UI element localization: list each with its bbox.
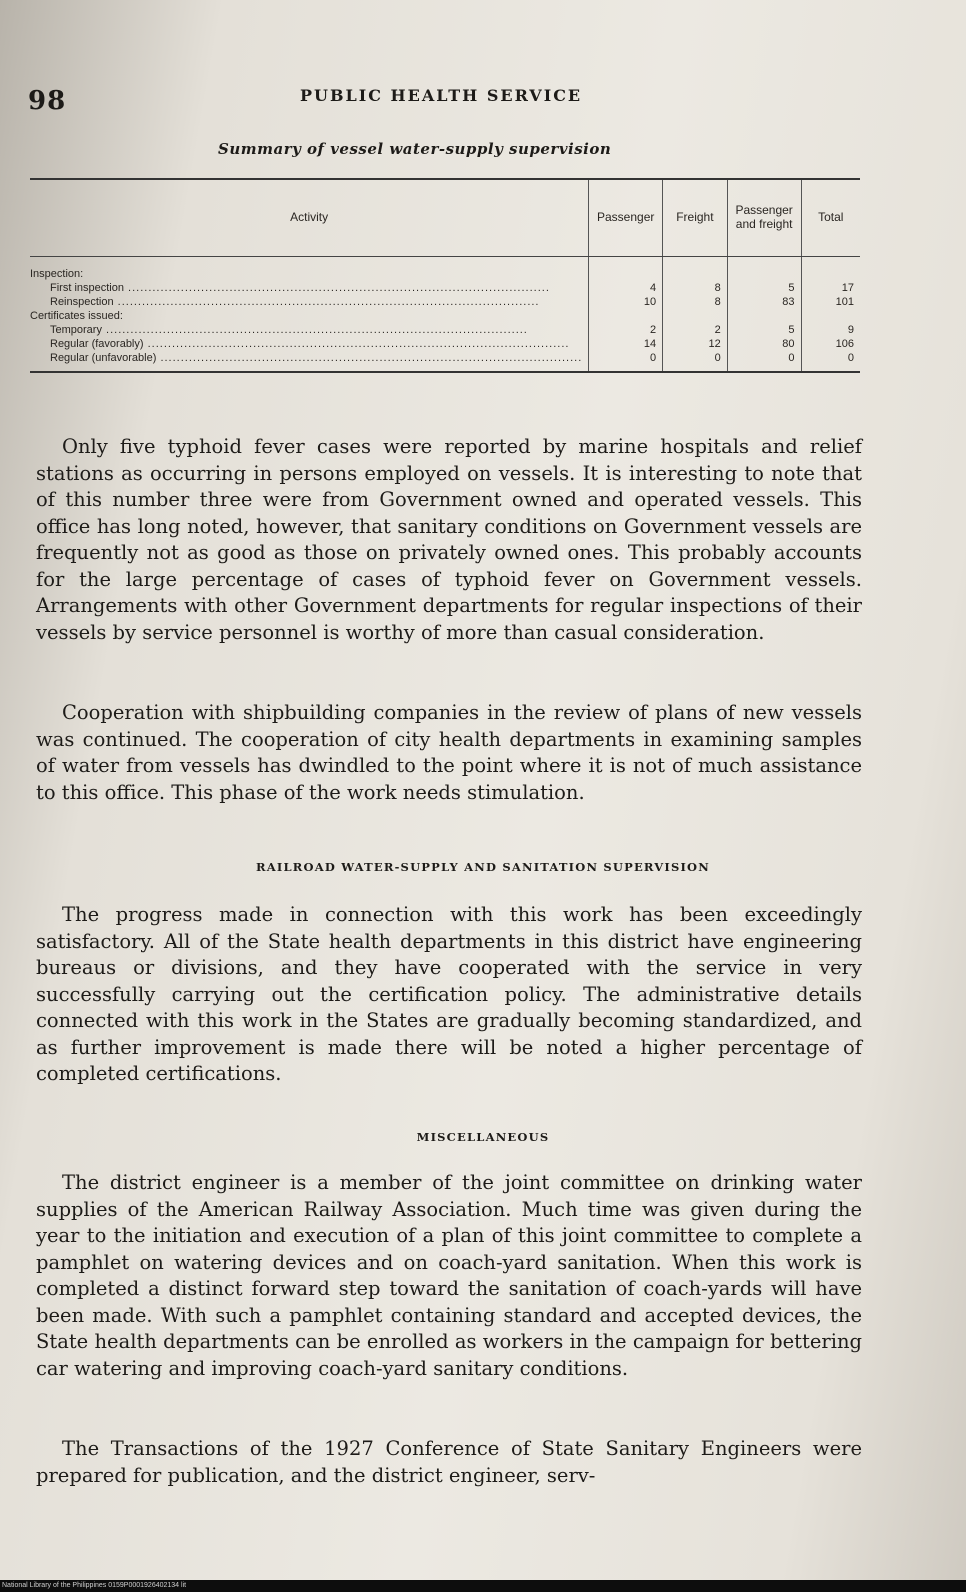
table-header-row [30, 179, 860, 257]
section-heading-railroad: RAILROAD WATER-SUPPLY AND SANITATION SUPERVISION [256, 860, 710, 874]
cell-total: 101 [801, 295, 860, 309]
cell-passenger: 10 [589, 295, 663, 309]
header-total: Total [801, 179, 860, 257]
table-title: Summary of vessel water-supply supervision [218, 140, 612, 158]
cell-freight [663, 309, 728, 323]
cell-passenger: 0 [589, 351, 663, 372]
row-label: Inspection: [30, 268, 84, 280]
summary-table [30, 178, 860, 373]
paragraph-typhoid [36, 434, 862, 646]
page-number: 98 [28, 86, 67, 116]
cell-passenger: 14 [589, 337, 663, 351]
running-head: PUBLIC HEALTH SERVICE [300, 86, 583, 105]
table-row [30, 351, 860, 372]
cell-total [801, 309, 860, 323]
cell-passenger-freight: 80 [727, 337, 801, 351]
table-row [30, 309, 860, 323]
scan-footer: National Library of the Philippines 0159P0001926402134 lit [0, 1580, 966, 1592]
cell-passenger-freight: 83 [727, 295, 801, 309]
paragraph-text: Only five typhoid fever cases were reported by marine hospitals and relief stations as occurring in persons employed on vessels. It is interesting to note that of this number three were from Government owned and operated vessels. This office has long noted, however, that sanitary conditions on Government vessels are frequently not as good as those on privately owned ones. This probably accounts for the large percentage of cases of typhoid fever on Government vessels. Arrangements with other Government departments for regular inspections of their vessels by service personnel is worthy of more than casual consideration. [36, 435, 862, 644]
table-row [30, 281, 860, 295]
table-row [30, 257, 860, 282]
row-label: Regular (favorably) ..... [30, 337, 589, 351]
cell-passenger [589, 257, 663, 282]
cell-passenger-freight [727, 309, 801, 323]
paragraph-text: The district engineer is a member of the joint committee on drinking water supplies of the American Railway Association. Much time was given during the year to the initiation and execution of a plan of this joint committee to complete a pamphlet on watering devices and on coach-yard sanitation. When this work is completed a distinct forward step toward the sanitation of coach-yards will have been made. With such a pamphlet containing standard and accepted devices, the State health departments can be enrolled as workers in the campaign for bettering car watering and improving coach-yard sanitary conditions. [36, 1171, 862, 1380]
header-freight: Freight [663, 179, 728, 257]
cell-freight: 0 [663, 351, 728, 372]
paragraph-railroad [36, 902, 862, 1088]
cell-freight: 8 [663, 281, 728, 295]
table-row [30, 295, 860, 309]
cell-passenger-freight [727, 257, 801, 282]
row-label: First inspection ..... [30, 281, 589, 295]
table-row [30, 337, 860, 351]
paragraph-text: The progress made in connection with this work has been exceedingly satisfactory. All of the State health departments in this district have engineering bureaus or divisions, and they have cooperated with the service in very successfully carrying out the certification policy. The administrative details connected with this work in the States are gradually becoming standardized, and as further improvement is made there will be noted a higher percentage of completed certifications. [36, 903, 862, 1085]
row-label: Regular (unfavorable) ..... [30, 351, 589, 372]
header-activity: Activity [30, 179, 589, 257]
paragraph-text: The Transactions of the 1927 Conference of State Sanitary Engineers were prepared for publication, and the district engineer, serv- [36, 1437, 862, 1487]
cell-total: 17 [801, 281, 860, 295]
row-label: Certificates issued: [30, 310, 123, 322]
section-heading-miscellaneous: MISCELLANEOUS [416, 1130, 550, 1144]
cell-total: 9 [801, 323, 860, 337]
cell-total: 106 [801, 337, 860, 351]
cell-passenger-freight: 5 [727, 323, 801, 337]
cell-passenger-freight: 5 [727, 281, 801, 295]
table-row [30, 323, 860, 337]
paragraph-text: Cooperation with shipbuilding companies in the review of plans of new vessels was continued. The cooperation of city health departments in examining samples of water from vessels has dwindled to the point where it is not of much assistance to this office. This phase of the work needs stimulation. [36, 701, 862, 804]
cell-total: 0 [801, 351, 860, 372]
paragraph-cooperation [36, 700, 862, 806]
paragraph-miscellaneous [36, 1170, 862, 1382]
cell-passenger-freight: 0 [727, 351, 801, 372]
cell-freight: 2 [663, 323, 728, 337]
row-label: Reinspection ..... [30, 295, 589, 309]
header-passenger-freight: Passenger and freight [727, 179, 801, 257]
cell-freight [663, 257, 728, 282]
row-label: Temporary ..... [30, 323, 589, 337]
cell-freight: 12 [663, 337, 728, 351]
cell-freight: 8 [663, 295, 728, 309]
cell-passenger: 2 [589, 323, 663, 337]
cell-passenger: 4 [589, 281, 663, 295]
header-passenger: Passenger [589, 179, 663, 257]
paragraph-transactions [36, 1436, 862, 1489]
cell-total [801, 257, 860, 282]
cell-passenger [589, 309, 663, 323]
